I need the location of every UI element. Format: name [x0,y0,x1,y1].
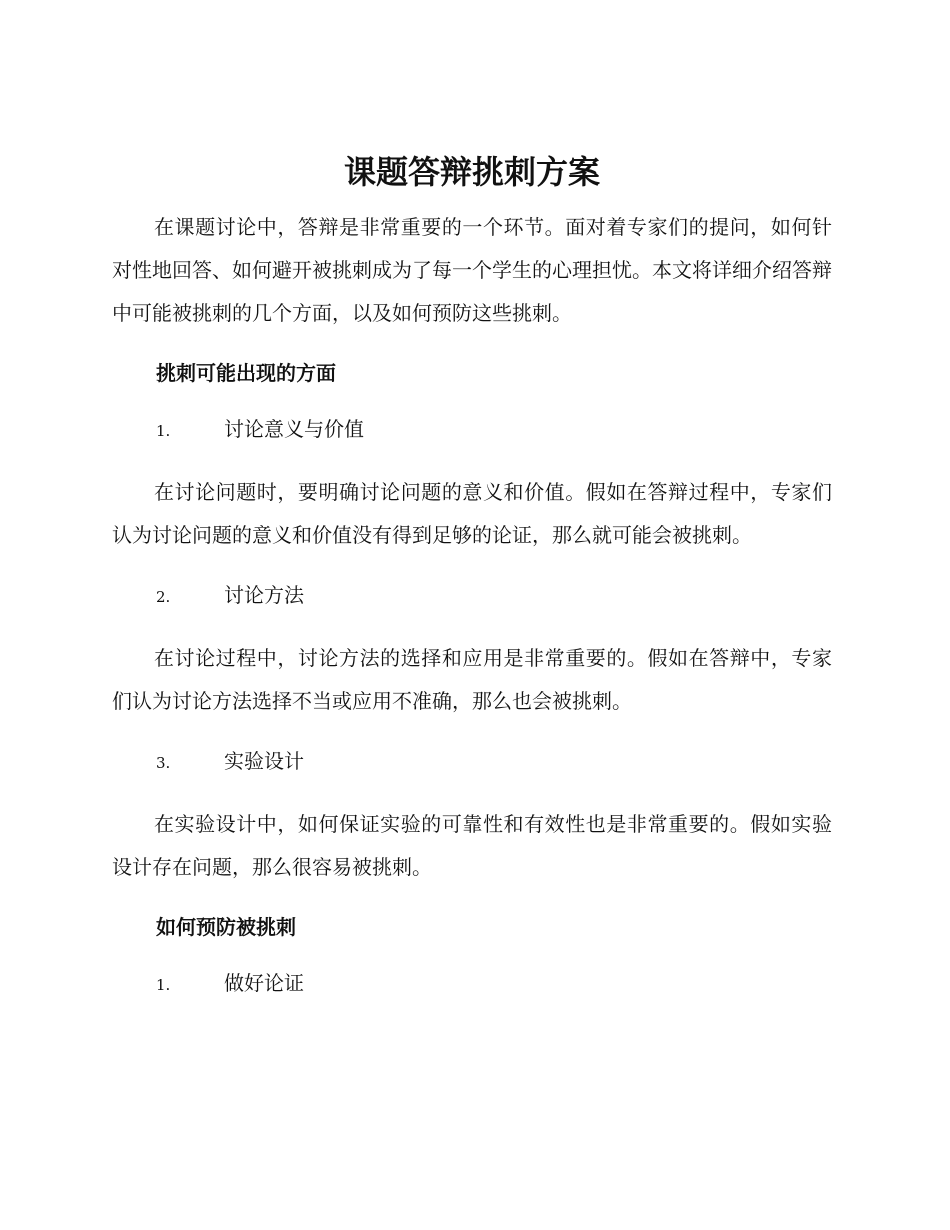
list-item [156,579,832,613]
list-item-paragraph: 在讨论过程中，讨论方法的选择和应用是非常重要的。假如在答辩中，专家们认为讨论方法选择不当或应用不准确，那么也会被挑刺。 [112,646,832,713]
list-item-title: 讨论意义与价值 [224,417,364,441]
list-item [156,745,832,779]
list-item-title: 做好论证 [224,971,304,995]
document-page [112,150,832,1025]
list-item-number: 3. [156,754,171,772]
list-item [156,413,832,447]
list-item-number: 1. [156,976,171,994]
list-item-number: 2. [156,588,171,606]
section-heading-prevention: 如何预防被挑刺 [156,915,296,939]
intro-paragraph: 在课题讨论中，答辩是非常重要的一个环节。面对着专家们的提问，如何针对性地回答、如何避开被挑刺成为了每一个学生的心理担忧。本文将详细介绍答辩中可能被挑刺的几个方面，以及如何预防这些挑刺。 [112,215,832,325]
list-item-title: 讨论方法 [224,583,304,607]
list-item [156,967,832,1001]
section-heading-risks: 挑刺可能出现的方面 [156,361,336,385]
list-item-paragraph: 在实验设计中，如何保证实验的可靠性和有效性也是非常重要的。假如实验设计存在问题，那么很容易被挑刺。 [112,812,832,879]
document-title: 课题答辩挑刺方案 [343,153,600,191]
list-item-number: 1. [156,422,171,440]
list-item-paragraph: 在讨论问题时，要明确讨论问题的意义和价值。假如在答辩过程中，专家们认为讨论问题的意义和价值没有得到足够的论证，那么就可能会被挑刺。 [112,480,832,547]
list-item-title: 实验设计 [224,749,304,773]
